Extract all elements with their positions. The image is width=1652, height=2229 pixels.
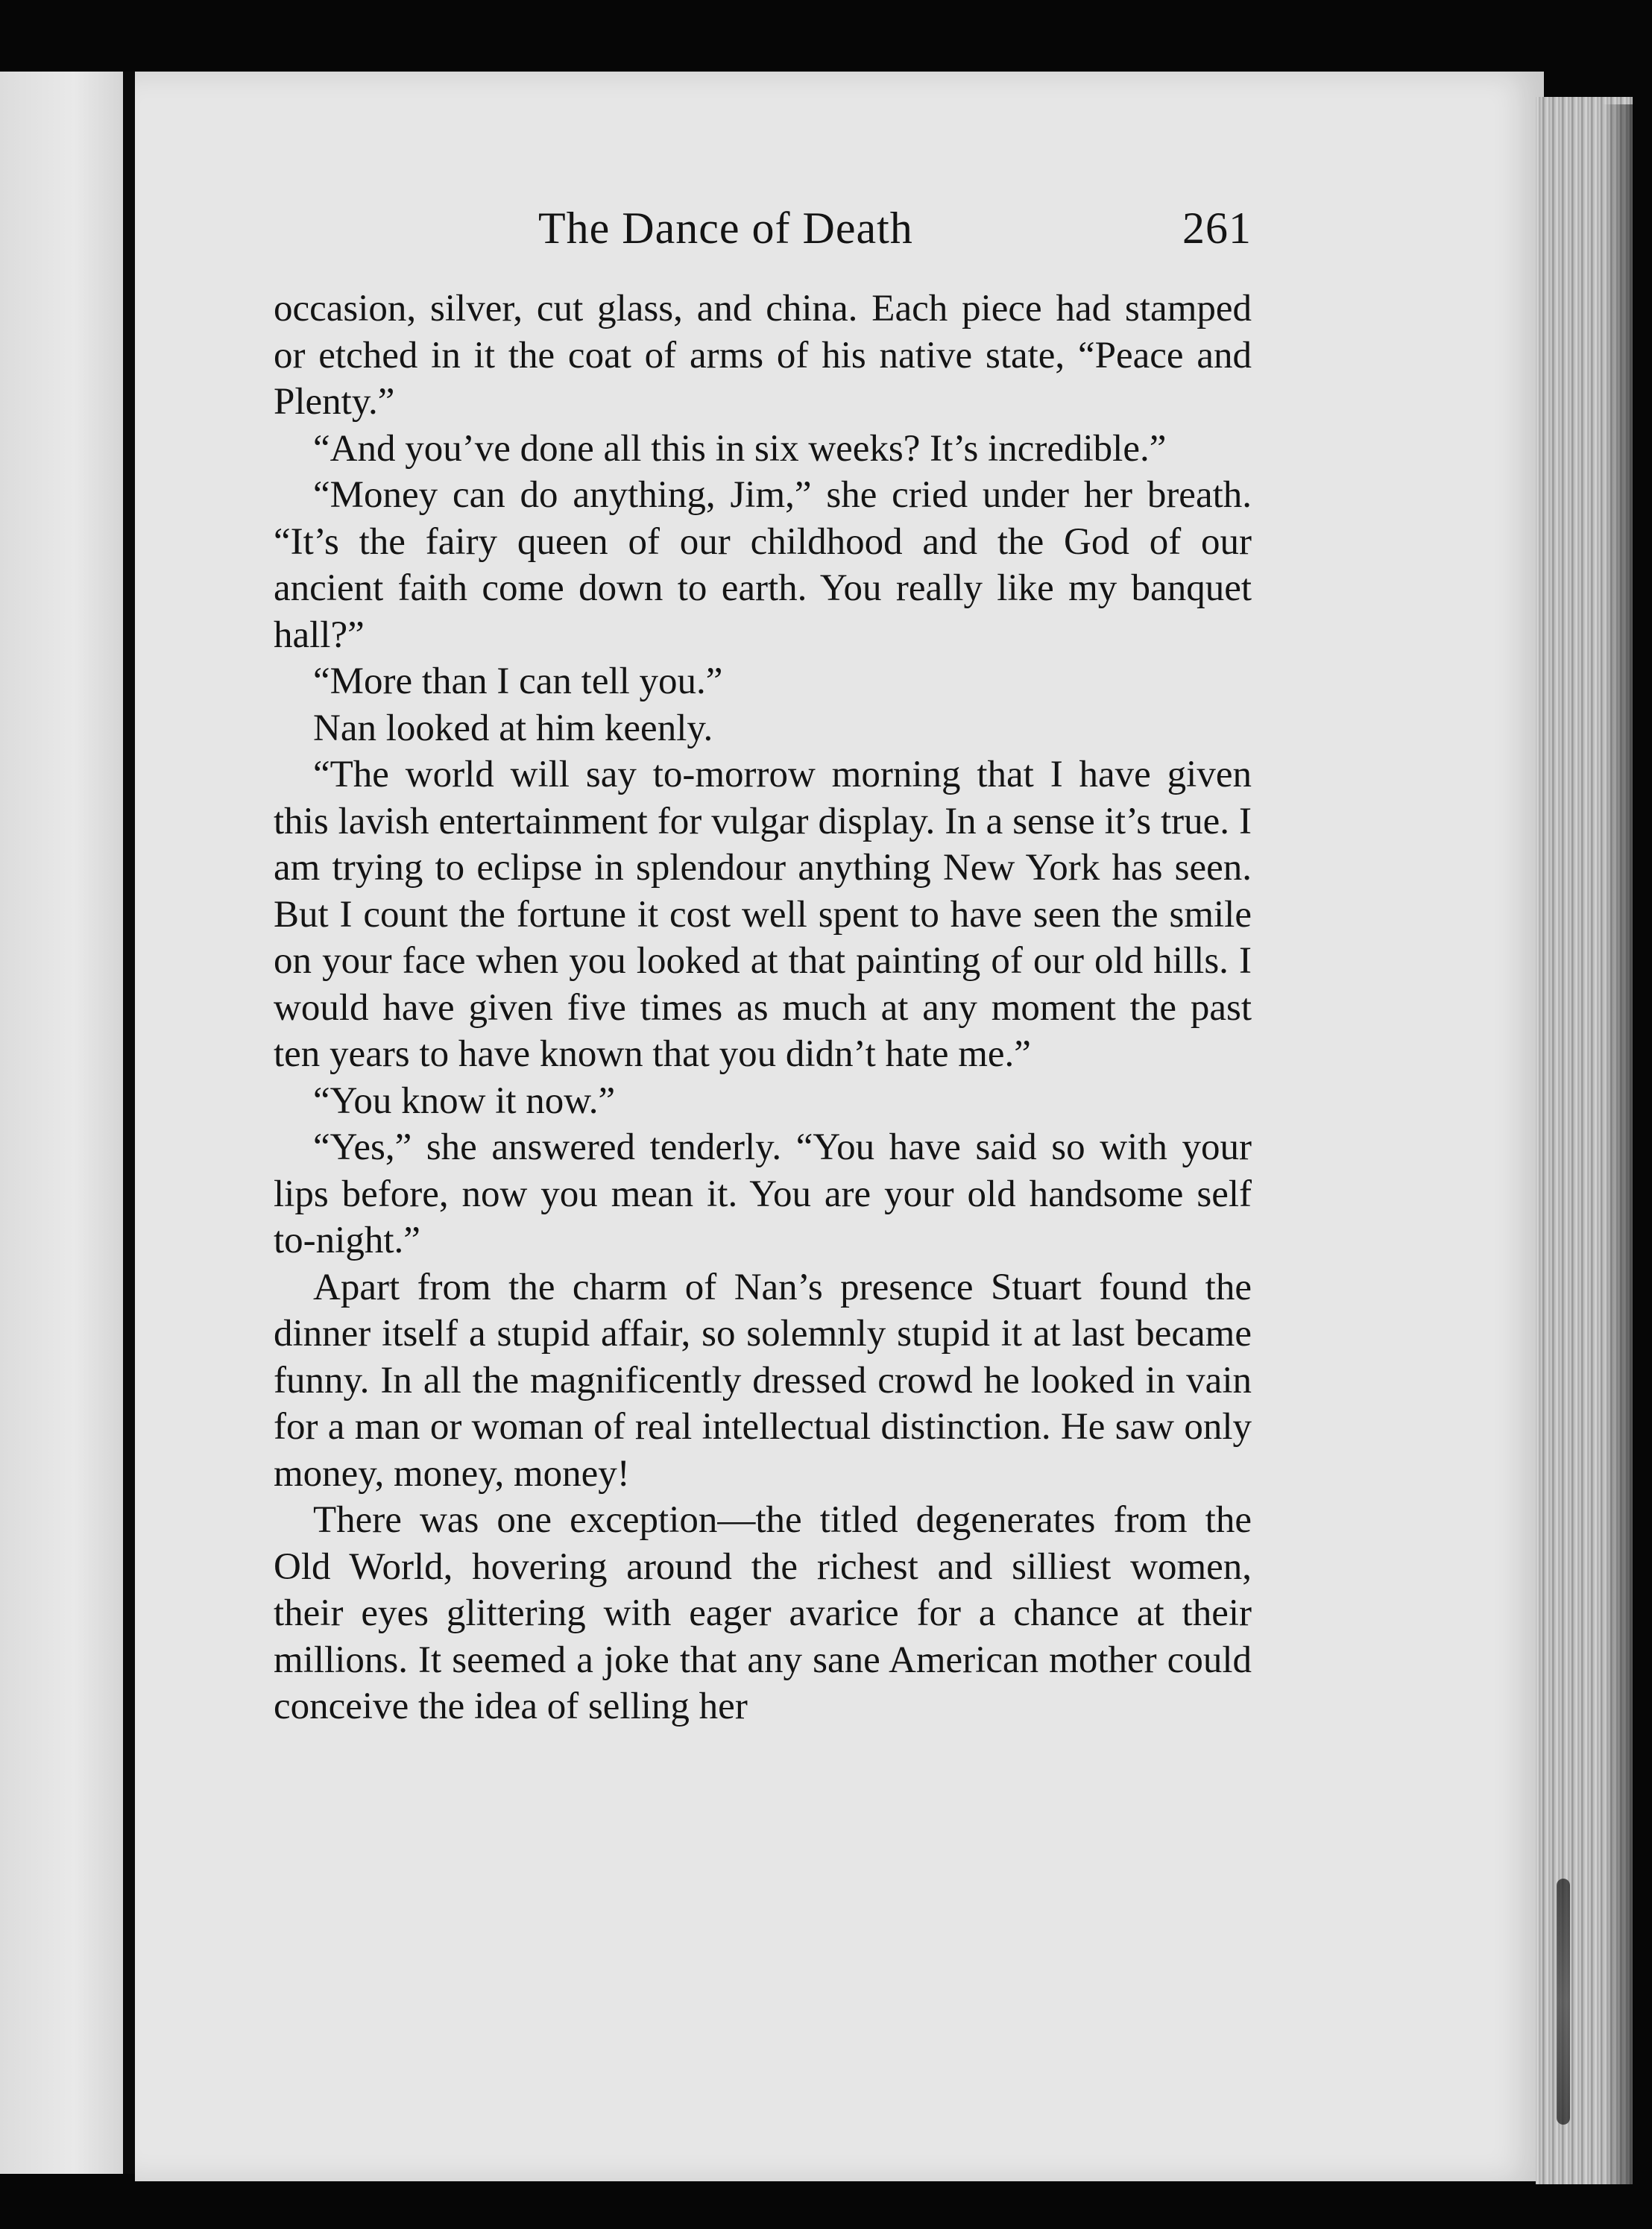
paragraph: “You know it now.” xyxy=(313,1079,616,1122)
page-number: 261 xyxy=(1182,204,1252,253)
previous-page-edge xyxy=(0,72,123,2174)
paragraph: There was one exception—the titled degenerates from the Old World, hovering around the richest and silliest women, their eyes glittering with eager avarice for a chance at their millions. It seemed a joke that any sane American mother could conceive the idea of selling her xyxy=(274,1499,1252,1727)
running-title: The Dance of Death xyxy=(538,204,913,253)
paragraph: Nan looked at him keenly. xyxy=(313,707,713,749)
book-gutter xyxy=(123,72,135,2174)
paragraph: “And you’ve done all this in six weeks? It’s incredible.” xyxy=(313,427,1167,470)
paragraph: “Yes,” she answered tenderly. “You have said so with your lips before, now you mean it. You are your old handsome self to-night.” xyxy=(274,1126,1252,1261)
paragraph: Apart from the charm of Nan’s presence Stuart found the dinner itself a stupid affair, so solemnly stupid it at last became funny. In all the magnificently dressed crowd he looked in vain for a man or woman of real intellectual distinction. He saw only money, money, money! xyxy=(274,1266,1252,1495)
paragraph: “More than I can tell you.” xyxy=(313,660,723,702)
binding-mark xyxy=(1557,1879,1570,2125)
paragraph: “The world will say to-morrow morning that I have given this lavish entertainment for vulgar display. In a sense it’s true. I am trying to eclipse in splendour anything New York has seen. But I count the fortune it cost well spent to have seen the smile on your face when you looked at that painting of our old hills. I would have given five times as much at any moment the past ten years to have known that you didn’t hate me.” xyxy=(274,754,1252,1075)
running-header xyxy=(274,203,1252,262)
body-text xyxy=(274,286,1252,1730)
paragraph: “Money can do anything, Jim,” she cried under her breath. “It’s the fairy queen of our childhood and the God of our ancient faith come down to earth. You really like my banquet hall?” xyxy=(274,474,1252,656)
paragraph: occasion, silver, cut glass, and china. Each piece had stamped or etched in it the coat of arms of his native state, “Peace and Plenty.” xyxy=(274,288,1252,423)
page-block-shadow xyxy=(1603,104,1633,2184)
